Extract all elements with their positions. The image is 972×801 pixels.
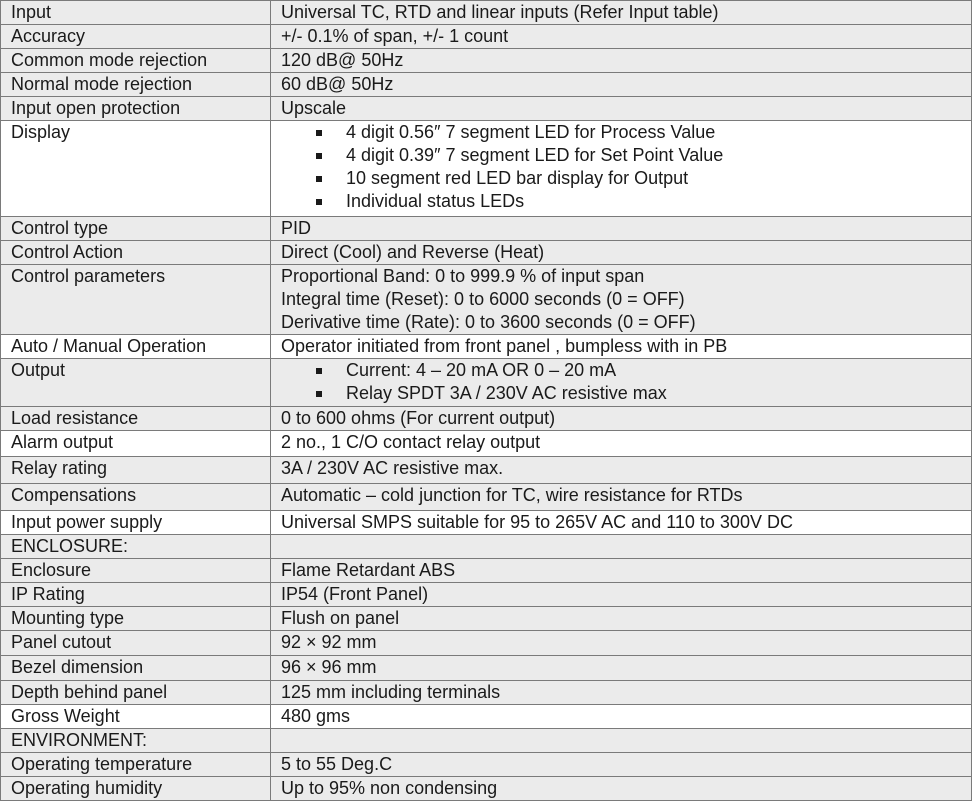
spec-label: Depth behind panel	[1, 681, 271, 705]
spec-value	[271, 729, 972, 753]
spec-row-control-action	[1, 241, 972, 265]
spec-value: PID	[271, 217, 972, 241]
display-bullet-list	[281, 121, 971, 213]
spec-value: 5 to 55 Deg.C	[271, 753, 972, 777]
spec-value: Automatic – cold junction for TC, wire resistance for RTDs	[271, 484, 972, 511]
spec-label: Enclosure	[1, 559, 271, 583]
spec-label: Input	[1, 1, 271, 25]
spec-row-input	[1, 1, 972, 25]
spec-value: Upscale	[271, 97, 972, 121]
spec-row-alarm-output	[1, 431, 972, 457]
output-bullet-list	[281, 359, 971, 405]
spec-value: 60 dB@ 50Hz	[271, 73, 972, 97]
spec-value: Flush on panel	[271, 607, 972, 631]
bullet-item: 10 segment red LED bar display for Output	[314, 167, 971, 190]
spec-value: 120 dB@ 50Hz	[271, 49, 972, 73]
spec-label: Mounting type	[1, 607, 271, 631]
spec-value: +/- 0.1% of span, +/- 1 count	[271, 25, 972, 49]
spec-row-auto-manual-operation	[1, 335, 972, 359]
spec-label: Load resistance	[1, 407, 271, 431]
spec-value: Direct (Cool) and Reverse (Heat)	[271, 241, 972, 265]
spec-row-control-type	[1, 217, 972, 241]
spec-label: Operating temperature	[1, 753, 271, 777]
spec-label: Common mode rejection	[1, 49, 271, 73]
spec-section-environment	[1, 729, 972, 753]
spec-label: Input power supply	[1, 511, 271, 535]
section-heading: ENVIRONMENT:	[1, 729, 271, 753]
spec-row-accuracy	[1, 25, 972, 49]
spec-label: Control Action	[1, 241, 271, 265]
spec-value: 3A / 230V AC resistive max.	[271, 457, 972, 484]
spec-label: Operating humidity	[1, 777, 271, 801]
spec-value: Operator initiated from front panel , bumpless with in PB	[271, 335, 972, 359]
spec-label: Display	[1, 121, 271, 217]
spec-row-operating-temperature	[1, 753, 972, 777]
bullet-item: 4 digit 0.39″ 7 segment LED for Set Point Value	[314, 144, 971, 167]
spec-label: Bezel dimension	[1, 656, 271, 681]
spec-label: Accuracy	[1, 25, 271, 49]
spec-value: 92 × 92 mm	[271, 631, 972, 656]
spec-row-panel-cutout	[1, 631, 972, 656]
spec-row-depth-behind-panel	[1, 681, 972, 705]
bullet-item: Individual status LEDs	[314, 190, 971, 213]
spec-label: Normal mode rejection	[1, 73, 271, 97]
spec-value: Flame Retardant ABS	[271, 559, 972, 583]
spec-row-bezel-dimension	[1, 656, 972, 681]
spec-value: IP54 (Front Panel)	[271, 583, 972, 607]
spec-row-output	[1, 359, 972, 407]
spec-label: Output	[1, 359, 271, 407]
spec-row-input-power-supply	[1, 511, 972, 535]
spec-row-control-parameters	[1, 265, 972, 335]
spec-value	[271, 535, 972, 559]
spec-value: Universal SMPS suitable for 95 to 265V AC and 110 to 300V DC	[271, 511, 972, 535]
spec-label: Control parameters	[1, 265, 271, 335]
spec-label: Panel cutout	[1, 631, 271, 656]
spec-row-enclosure	[1, 559, 972, 583]
spec-row-common-mode-rejection	[1, 49, 972, 73]
spec-label: Control type	[1, 217, 271, 241]
spec-row-compensations	[1, 484, 972, 511]
spec-label: Gross Weight	[1, 705, 271, 729]
spec-value	[271, 121, 972, 217]
param-line: Derivative time (Rate): 0 to 3600 seconds (0 = OFF)	[281, 312, 696, 332]
spec-row-ip-rating	[1, 583, 972, 607]
spec-label: Input open protection	[1, 97, 271, 121]
spec-row-input-open-protection	[1, 97, 972, 121]
section-heading: ENCLOSURE:	[1, 535, 271, 559]
spec-label: Compensations	[1, 484, 271, 511]
bullet-item: Relay SPDT 3A / 230V AC resistive max	[314, 382, 971, 405]
spec-section-enclosure	[1, 535, 972, 559]
spec-row-load-resistance	[1, 407, 972, 431]
spec-value: 96 × 96 mm	[271, 656, 972, 681]
param-line: Proportional Band: 0 to 999.9 % of input span	[281, 266, 645, 286]
spec-value: 480 gms	[271, 705, 972, 729]
spec-label: Alarm output	[1, 431, 271, 457]
spec-label: Auto / Manual Operation	[1, 335, 271, 359]
spec-value: 2 no., 1 C/O contact relay output	[271, 431, 972, 457]
bullet-item: Current: 4 – 20 mA OR 0 – 20 mA	[314, 359, 971, 382]
spec-value: Universal TC, RTD and linear inputs (Refer Input table)	[271, 1, 972, 25]
spec-row-relay-rating	[1, 457, 972, 484]
spec-value	[271, 265, 972, 335]
spec-value: 0 to 600 ohms (For current output)	[271, 407, 972, 431]
spec-row-mounting-type	[1, 607, 972, 631]
spec-value: Up to 95% non condensing	[271, 777, 972, 801]
spec-value	[271, 359, 972, 407]
spec-label: IP Rating	[1, 583, 271, 607]
bullet-item: 4 digit 0.56″ 7 segment LED for Process Value	[314, 121, 971, 144]
spec-label: Relay rating	[1, 457, 271, 484]
spec-row-gross-weight	[1, 705, 972, 729]
spec-row-display	[1, 121, 972, 217]
spec-row-normal-mode-rejection	[1, 73, 972, 97]
spec-value: 125 mm including terminals	[271, 681, 972, 705]
param-line: Integral time (Reset): 0 to 6000 seconds (0 = OFF)	[281, 289, 685, 309]
